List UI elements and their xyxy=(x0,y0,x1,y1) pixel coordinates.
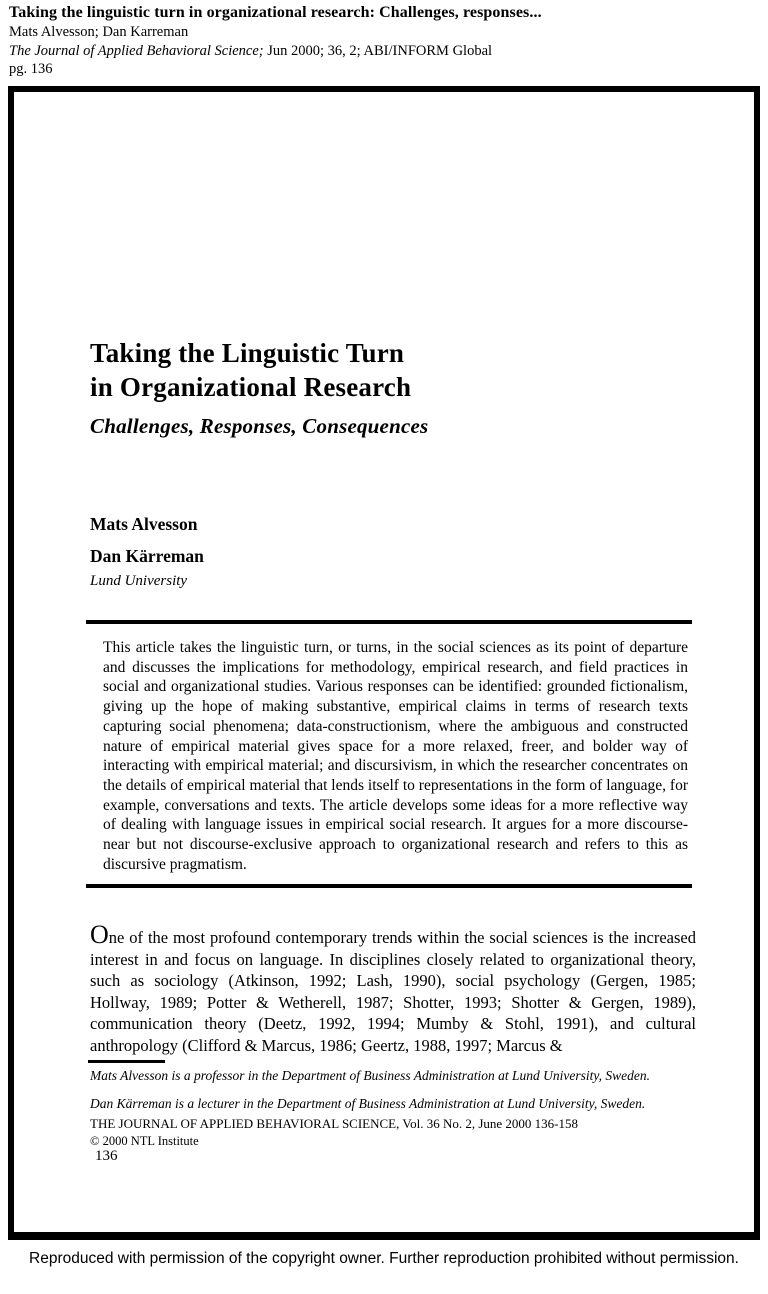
article-title xyxy=(90,336,411,404)
citation-authors: Mats Alvesson; Dan Karreman xyxy=(9,24,189,40)
citation-issue-info: Jun 2000; 36, 2; ABI/INFORM Global xyxy=(263,42,493,59)
page-number: 136 xyxy=(95,1148,118,1164)
reproduction-notice: Reproduced with permission of the copyright owner. Further reproduction prohibited without permission. xyxy=(29,1250,739,1267)
authors-block xyxy=(90,508,204,590)
abstract-bottom-rule xyxy=(86,884,692,888)
article-title-line2: in Organizational Research xyxy=(90,372,412,402)
citation-journal-name: The Journal of Applied Behavioral Science; xyxy=(9,42,264,59)
footnote-author-1: Mats Alvesson is a professor in the Department of Business Administration at Lund University, Sweden. xyxy=(90,1068,650,1083)
copyright-line: © 2000 NTL Institute xyxy=(90,1134,199,1148)
citation-header xyxy=(9,3,749,79)
abstract-text: This article takes the linguistic turn, or turns, in the social sciences as its point of departure and discusses the implications for methodology, empirical research, and field practices in social and organizational studies. Various responses can be identified: grounded fictionalism, giving up the hope of making substantive, empirical claims in terms of research texts capturing social phenomena; data-constructionism, where the ambiguous and constructed nature of empirical material gives space for a more relaxed, freer, and bolder way of interacting with empirical material; and discursivism, in which the researcher concentrates on the details of empirical material that lends itself to representations in the form of language, for example, conversations and texts. The article develops some ideas for a more reflective way of dealing with language issues in empirical social research. It argues for a more discourse-near but not discourse-exclusive approach to organizational research and refers to this as discursive pragmatism. xyxy=(103,639,688,873)
journal-citation-line: THE JOURNAL OF APPLIED BEHAVIORAL SCIENCE, Vol. 36 No. 2, June 2000 136-158 xyxy=(90,1116,579,1131)
author-affiliation: Lund University xyxy=(90,573,188,589)
citation-page: pg. 136 xyxy=(9,61,53,77)
footnote-author-2: Dan Kärreman is a lecturer in the Department of Business Administration at Lund University, Sweden. xyxy=(90,1096,646,1111)
scanned-page-frame xyxy=(8,86,760,1240)
author-name-2: Dan Kärreman xyxy=(90,546,204,566)
abstract-top-rule xyxy=(86,620,692,624)
citation-title: Taking the linguistic turn in organizational research: Challenges, responses... xyxy=(9,4,542,21)
author-name-1: Mats Alvesson xyxy=(90,514,198,534)
citation-journal-line xyxy=(9,42,749,61)
body-paragraph: One of the most profound contemporary trends within the social sciences is the increased interest in and focus on language. In disciplines closely related to organizational theory, such as sociology (Atkinson, 1992; Lash, 1990), social psychology (Gergen, 1985; Hollway, 1989; Potter & Wetherell, 1987; Shotter, 1993; Shotter & Gergen, 1989), communication theory (Deetz, 1992, 1994; Mumby & Stohl, 1991), and cultural anthropology (Clifford & Marcus, 1986; Geertz, 1988, 1997; Marcus & xyxy=(90,920,696,1055)
article-title-line1: Taking the Linguistic Turn xyxy=(90,338,405,368)
footnote-rule xyxy=(88,1060,165,1063)
article-subtitle: Challenges, Responses, Consequences xyxy=(90,414,429,438)
